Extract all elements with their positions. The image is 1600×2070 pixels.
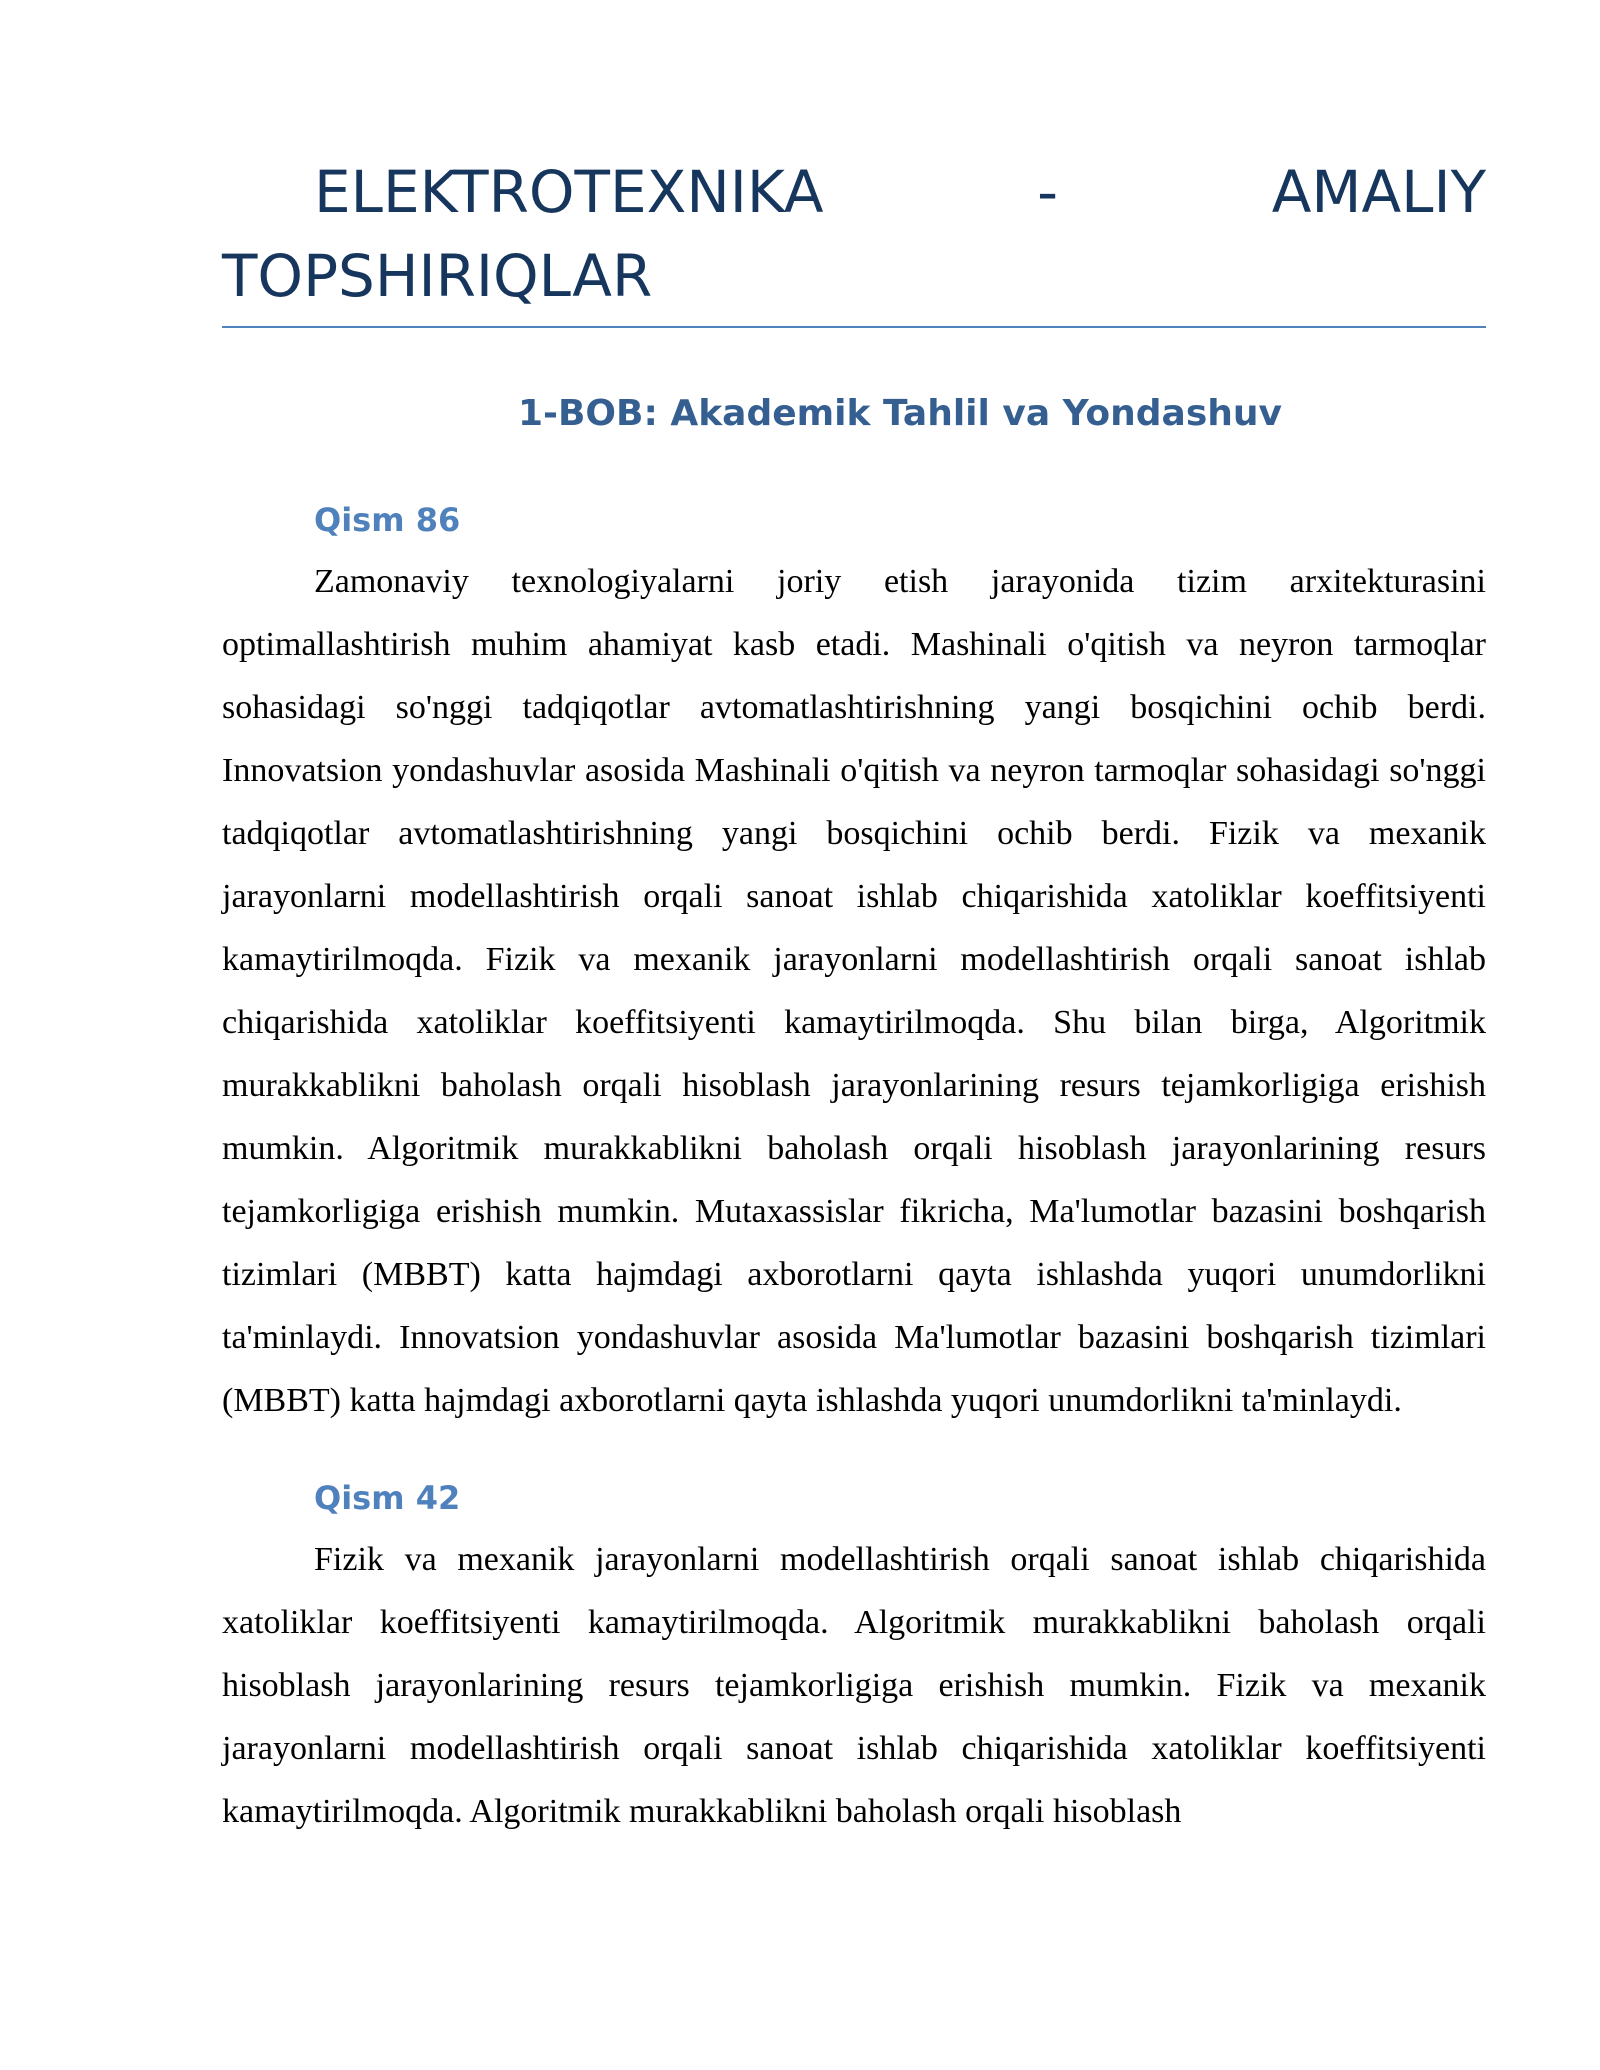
section-heading-qism-42: Qism 42 [314, 1479, 461, 1517]
section-paragraph-qism-42: Fizik va mexanik jarayonlarni modellashtirish orqali sanoat ishlab chiqarishida xatoliklar koeffitsiyenti kamaytirilmoqda. Algoritmik murakkablikni baholash orqali hisoblash jarayonlarining resurs tejamkorligiga erishish mumkin. Fizik va mexanik jarayonlarni modellashtirish orqali sanoat ishlab chiqarishida xatoliklar koeffitsiyenti kamaytirilmoqda. Algoritmik murakkablikni baholash orqali hisoblash [222, 1541, 1486, 1830]
section-heading-qism-86: Qism 86 [314, 501, 461, 539]
chapter-title: 1-BOB: Akademik Tahlil va Yondashuv [517, 393, 1283, 434]
page-content [222, 150, 1486, 1843]
document-title: ELEKTROTEXNIKA - AMALIY TOPSHIRIQLAR [222, 150, 1486, 328]
section-paragraph-qism-86: Zamonaviy texnologiyalarni joriy etish jarayonida tizim arxitekturasini optimallashtirish muhim ahamiyat kasb etadi. Mashinali o'qitish va neyron tarmoqlar sohasidagi so'nggi tadqiqotlar avtomatlashtirishning yangi bosqichini ochib berdi. Innovatsion yondashuvlar asosida Mashinali o'qitish va neyron tarmoqlar sohasidagi so'nggi tadqiqotlar avtomatlashtirishning yangi bosqichini ochib berdi. Fizik va mexanik jarayonlarni modellashtirish orqali sanoat ishlab chiqarishida xatoliklar koeffitsiyenti kamaytirilmoqda. Fizik va mexanik jarayonlarni modellashtirish orqali sanoat ishlab chiqarishida xatoliklar koeffitsiyenti kamaytirilmoqda. Shu bilan birga, Algoritmik murakkablikni baholash orqali hisoblash jarayonlarining resurs tejamkorligiga erishish mumkin. Algoritmik murakkablikni baholash orqali hisoblash jarayonlarining resurs tejamkorligiga erishish mumkin. Mutaxassislar fikricha, Ma'lumotlar bazasini boshqarish tizimlari (MBBT) katta hajmdagi axborotlarni qayta ishlashda yuqori unumdorlikni ta'minlaydi. Innovatsion yondashuvlar asosida Ma'lumotlar bazasini boshqarish tizimlari (MBBT) katta hajmdagi axborotlarni qayta ishlashda yuqori unumdorlikni ta'minlaydi. [222, 563, 1486, 1419]
